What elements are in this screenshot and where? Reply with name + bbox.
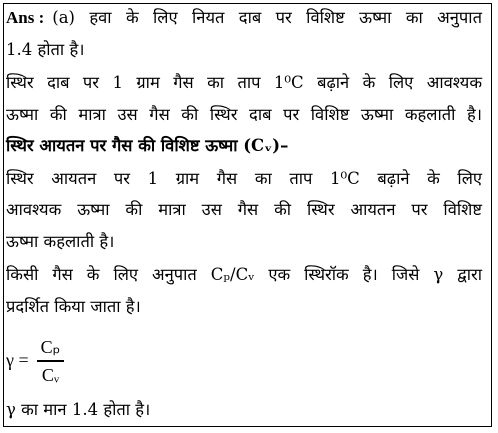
answer-line-1 — [6, 8, 482, 28]
answer-line-2: 1.4 होता है। — [6, 40, 85, 59]
gamma-formula — [6, 336, 64, 386]
answer-line-4: ऊष्मा की मात्रा उस गैस की स्थिर दाब पर विशिष्ट ऊष्मा कहलाती है। — [6, 105, 482, 124]
answer-line-10: प्रदर्शित किया जाता है। — [6, 297, 141, 316]
answer-line-8: ऊष्मा कहलाती है। — [6, 232, 115, 251]
formula-numerator: Cₚ — [40, 337, 61, 357]
fraction-bar — [37, 360, 65, 362]
answer-line-7: आवश्यक ऊष्मा की मात्रा उस गैस की स्थिर आयतन पर विशिष्ट — [6, 200, 482, 219]
formula-lhs: γ = — [6, 350, 29, 371]
answer-line-6: स्थिर आयतन पर 1 ग्राम गैस का ताप 1⁰C बढ़ाने के लिए — [6, 169, 482, 188]
formula-fraction — [37, 336, 65, 386]
answer-line-9: किसी गैस के लिए अनुपात Cₚ/Cᵥ एक स्थिरॉक है। जिसे γ द्वारा — [6, 265, 482, 284]
answer-line-11: γ का मान 1.4 होता है। — [6, 400, 151, 419]
answer-line-1-text: (a) हवा के लिए नियत दाब पर विशिष्ट ऊष्मा का अनुपात — [52, 8, 482, 27]
subheading-cv: स्थिर आयतन पर गैस की विशिष्ट ऊष्मा (Cᵥ)– — [6, 136, 289, 155]
formula-denominator: Cᵥ — [41, 364, 60, 385]
answer-line-3: स्थिर दाब पर 1 ग्राम गैस का ताप 1⁰C बढ़ाने के लिए आवश्यक — [6, 73, 482, 92]
answer-label: Ans : — [6, 8, 45, 27]
